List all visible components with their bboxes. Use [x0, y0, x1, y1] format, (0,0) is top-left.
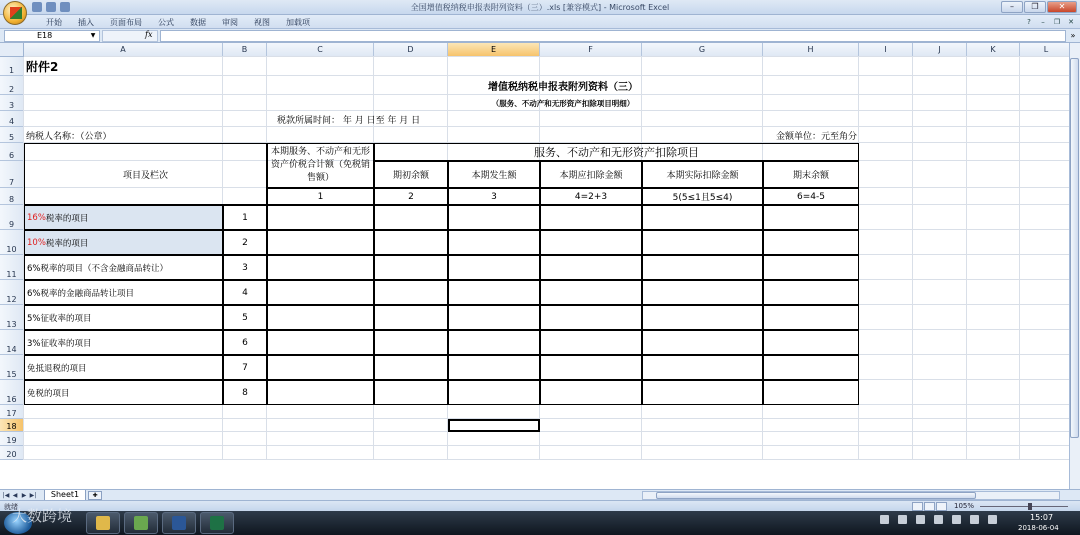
item-label-text: 免抵退税的项目 — [27, 363, 87, 374]
attachment-label-text: 附件2 — [26, 60, 59, 74]
table-row-value-cell[interactable] — [763, 380, 859, 405]
restore-button[interactable]: ❐ — [1024, 1, 1046, 13]
formula-col-6[interactable] — [763, 188, 859, 205]
table-row-value-cell[interactable] — [267, 330, 374, 355]
gridline — [24, 445, 1069, 446]
taskbar-app-media[interactable] — [124, 512, 158, 534]
table-row-value-cell[interactable] — [267, 255, 374, 280]
column-header-d[interactable]: D — [374, 43, 448, 57]
table-row-value-cell[interactable] — [267, 205, 374, 230]
table-row-line-number[interactable] — [223, 280, 267, 305]
formula-bar — [0, 29, 1080, 43]
column-header-c[interactable]: C — [267, 43, 374, 57]
table-row-value-cell[interactable] — [540, 280, 642, 305]
header-item-and-line-text: 项目及栏次 — [122, 170, 168, 181]
row-header-16[interactable]: 16 — [0, 380, 24, 405]
row-header-9[interactable]: 9 — [0, 205, 24, 230]
formula-col-3[interactable] — [448, 188, 540, 205]
horizontal-scroll-thumb[interactable] — [656, 492, 976, 499]
window-controls — [1001, 1, 1077, 13]
column-header-k[interactable]: K — [967, 43, 1020, 57]
tab-insert[interactable]: 插入 — [78, 18, 94, 27]
display-icon[interactable] — [988, 515, 997, 524]
table-row-value-cell[interactable] — [267, 280, 374, 305]
table-row-item[interactable] — [24, 280, 223, 305]
table-row-value-cell[interactable] — [374, 305, 448, 330]
table-row-value-cell[interactable] — [374, 230, 448, 255]
gridline — [1019, 57, 1020, 460]
header-item-and-line[interactable] — [24, 143, 267, 205]
table-row-value-cell[interactable] — [540, 305, 642, 330]
row-header-15[interactable]: 15 — [0, 355, 24, 380]
close-button[interactable]: ✕ — [1047, 1, 1077, 13]
tab-review[interactable]: 审阅 — [222, 18, 238, 27]
table-row-line-number-text: 5 — [242, 312, 248, 323]
sheet-nav — [2, 491, 37, 500]
header-closing-balance-text: 期末余额 — [792, 171, 829, 181]
formula-col-1[interactable] — [267, 188, 374, 205]
formula-col-4[interactable] — [540, 188, 642, 205]
rate-highlight-text: 10% — [27, 237, 46, 248]
header-total-amount[interactable] — [267, 143, 374, 188]
row-header-5[interactable]: 5 — [0, 127, 24, 143]
column-header-l[interactable]: L — [1020, 43, 1069, 57]
row-header-18[interactable]: 18 — [0, 419, 24, 432]
header-current-amount[interactable] — [448, 161, 540, 188]
table-row-line-number[interactable] — [223, 330, 267, 355]
row-header-17[interactable]: 17 — [0, 405, 24, 419]
sheet-subtitle-text: （服务、不动产和无形资产扣除项目明细） — [491, 98, 635, 108]
table-row-item[interactable] — [24, 355, 223, 380]
sheet-subtitle[interactable] — [267, 95, 859, 111]
item-label-text: 6%税率的项目（不含金融商品转让） — [27, 263, 168, 274]
row-header-20[interactable]: 20 — [0, 446, 24, 460]
status-bar — [0, 500, 1080, 511]
system-tray — [880, 515, 997, 524]
table-row-value-cell[interactable] — [642, 355, 763, 380]
column-header-b[interactable]: B — [223, 43, 267, 57]
table-row-value-cell[interactable] — [642, 330, 763, 355]
window-title: 全国增值税纳税申报表附列资料（三）.xls [兼容模式] - Microsoft Excel — [410, 3, 670, 12]
rate-highlight-text: 16% — [27, 212, 46, 223]
row-header-3[interactable]: 3 — [0, 95, 24, 111]
row-header-10[interactable]: 10 — [0, 230, 24, 255]
formula-col-4-text: 4=2+3 — [574, 191, 608, 202]
folder-icon — [96, 516, 110, 530]
clock-date[interactable]: 2018-06-04 — [1018, 524, 1059, 532]
table-row-value-cell[interactable] — [540, 205, 642, 230]
row-header-11[interactable]: 11 — [0, 255, 24, 280]
tab-data[interactable]: 数据 — [190, 18, 206, 27]
selected-cell-e18[interactable] — [448, 419, 540, 432]
ribbon-tabs — [0, 15, 1080, 29]
table-row-value-cell[interactable] — [267, 355, 374, 380]
chevron-down-icon[interactable]: ▼ — [90, 32, 96, 39]
table-row-line-number-text: 4 — [242, 287, 248, 298]
last-sheet-icon[interactable]: ▶| — [29, 492, 37, 499]
header-opening-balance-text: 期初余额 — [392, 171, 429, 181]
header-total-amount-text: 本期服务、不动产和无形资产价税合计额（免税销售额） — [270, 147, 370, 183]
item-label-text: 5%征收率的项目 — [27, 313, 92, 324]
row-header-12[interactable]: 12 — [0, 280, 24, 305]
taskbar-app-word[interactable] — [162, 512, 196, 534]
item-label-text: 6%税率的金融商品转让项目 — [27, 288, 134, 299]
column-header-a[interactable]: A — [24, 43, 223, 57]
header-actual-deduction-text: 本期实际扣除金额 — [666, 171, 739, 181]
sheet-tab-sheet1[interactable]: Sheet1 — [44, 490, 86, 501]
table-row-value-cell[interactable] — [642, 380, 763, 405]
table-row-value-cell[interactable] — [540, 355, 642, 380]
column-header-e[interactable]: E — [448, 43, 540, 57]
table-row-value-cell[interactable] — [374, 205, 448, 230]
header-deduction-group[interactable] — [374, 143, 859, 161]
next-sheet-icon[interactable]: ▶ — [21, 492, 27, 499]
table-row-value-cell[interactable] — [448, 280, 540, 305]
clock-time[interactable]: 15:07 — [1030, 513, 1054, 522]
flag-icon[interactable] — [970, 515, 979, 524]
row-header-2[interactable]: 2 — [0, 76, 24, 95]
table-row-line-number-text: 8 — [242, 387, 248, 398]
help-icon[interactable]: ? — [1027, 18, 1031, 26]
table-row-value-cell[interactable] — [448, 205, 540, 230]
workbook-minimize-icon[interactable]: – — [1041, 18, 1045, 26]
table-row-item[interactable] — [24, 205, 223, 230]
normal-view-icon[interactable] — [912, 502, 923, 511]
tab-formulas[interactable]: 公式 — [158, 18, 174, 27]
zoom-level[interactable]: 105% — [954, 502, 975, 510]
attachment-label[interactable] — [24, 57, 223, 76]
column-header-g[interactable]: G — [642, 43, 763, 57]
header-closing-balance[interactable] — [763, 161, 859, 188]
column-header-h[interactable]: H — [763, 43, 859, 57]
table-row-value-cell[interactable] — [642, 205, 763, 230]
table-row-item[interactable] — [24, 305, 223, 330]
table-row-value-cell[interactable] — [540, 380, 642, 405]
volume-icon[interactable] — [952, 515, 961, 524]
table-row-value-cell[interactable] — [374, 355, 448, 380]
minimize-button[interactable]: – — [1001, 1, 1023, 13]
spreadsheet-grid[interactable] — [0, 43, 1069, 489]
table-row-value-cell[interactable] — [763, 205, 859, 230]
table-row-line-number-text: 1 — [242, 212, 248, 223]
workbook-restore-icon[interactable]: ❐ — [1053, 18, 1061, 26]
table-row-value-cell[interactable] — [540, 255, 642, 280]
amount-unit-label-text: 金额单位：元至角分 — [775, 131, 857, 142]
header-deductible-amount-text: 本期应扣除金额 — [559, 171, 623, 181]
header-opening-balance[interactable] — [374, 161, 448, 188]
table-row-value-cell[interactable] — [448, 380, 540, 405]
table-row-value-cell[interactable] — [448, 355, 540, 380]
workbook-controls — [1023, 17, 1077, 27]
table-row-value-cell[interactable] — [374, 280, 448, 305]
table-row-value-cell[interactable] — [374, 255, 448, 280]
row-header-6[interactable]: 6 — [0, 143, 24, 161]
gridline — [24, 459, 1069, 460]
amount-unit-label[interactable] — [642, 127, 859, 143]
gridline — [24, 418, 1069, 419]
table-row-line-number[interactable] — [223, 355, 267, 380]
taskbar-app-explorer[interactable] — [86, 512, 120, 534]
row-header-19[interactable]: 19 — [0, 432, 24, 446]
tab-addins[interactable]: 加载项 — [286, 18, 310, 27]
formula-input[interactable] — [160, 30, 1066, 42]
table-row-line-number-text: 6 — [242, 337, 248, 348]
item-label-text: 税率的项目 — [45, 238, 89, 249]
formula-col-1-text: 1 — [317, 191, 324, 202]
arrow-up-icon[interactable] — [916, 515, 925, 524]
tax-period[interactable] — [267, 111, 859, 127]
table-row-value-cell[interactable] — [763, 230, 859, 255]
item-label-text: 免税的项目 — [27, 388, 70, 399]
formula-col-2-text: 2 — [408, 191, 414, 202]
first-sheet-icon[interactable]: |◀ — [2, 492, 10, 499]
formula-col-5-text: 5(5≤1且5≤4) — [672, 193, 733, 203]
item-label-text: 税率的项目 — [45, 213, 89, 224]
tab-home[interactable]: 开始 — [46, 18, 62, 27]
expand-formula-icon[interactable]: » — [1070, 31, 1076, 40]
table-row-item[interactable] — [24, 380, 223, 405]
prev-sheet-icon[interactable]: ◀ — [12, 492, 18, 499]
table-row-line-number[interactable] — [223, 205, 267, 230]
table-row-value-cell[interactable] — [763, 255, 859, 280]
table-row-value-cell[interactable] — [540, 330, 642, 355]
table-row-value-cell[interactable] — [642, 230, 763, 255]
table-row-item[interactable] — [24, 330, 223, 355]
table-row-value-cell[interactable] — [642, 305, 763, 330]
zoom-slider[interactable] — [980, 506, 1068, 507]
sheet-tabs-bar — [0, 489, 1080, 500]
table-row-line-number[interactable] — [223, 255, 267, 280]
table-row-value-cell[interactable] — [374, 330, 448, 355]
gridline — [912, 57, 913, 460]
name-box[interactable]: E18 — [4, 30, 100, 42]
formula-col-2[interactable] — [374, 188, 448, 205]
table-row-line-number-text: 3 — [242, 262, 248, 273]
view-buttons — [912, 502, 947, 511]
table-row-value-cell[interactable] — [763, 280, 859, 305]
row-header-7[interactable]: 7 — [0, 161, 24, 188]
workbook-close-icon[interactable]: ✕ — [1068, 18, 1074, 26]
sheet-title[interactable] — [267, 76, 859, 95]
header-deductible-amount[interactable] — [540, 161, 642, 188]
row-header-14[interactable]: 14 — [0, 330, 24, 355]
title-bar — [0, 0, 1080, 15]
taxpayer-name-label-text: 纳税人名称：（公章） — [26, 131, 112, 142]
select-all-corner[interactable] — [0, 43, 24, 57]
row-header-1[interactable]: 1 — [0, 57, 24, 76]
vertical-scroll-thumb[interactable] — [1070, 58, 1079, 438]
row-header-4[interactable]: 4 — [0, 111, 24, 127]
column-header-j[interactable]: J — [913, 43, 967, 57]
table-row-line-number-text: 2 — [242, 237, 248, 248]
table-row-value-cell[interactable] — [642, 280, 763, 305]
office-logo-icon — [10, 7, 22, 19]
tab-view[interactable]: 视图 — [254, 18, 270, 27]
taxpayer-name-label[interactable] — [24, 127, 374, 143]
table-row-value-cell[interactable] — [642, 255, 763, 280]
header-actual-deduction[interactable] — [642, 161, 763, 188]
item-label-text: 3%征收率的项目 — [27, 338, 92, 349]
formula-col-6-text: 6=4-5 — [797, 191, 825, 202]
insert-sheet-icon[interactable]: ✚ — [88, 491, 102, 500]
table-row-value-cell[interactable] — [267, 380, 374, 405]
word-icon — [172, 516, 186, 530]
office-button[interactable] — [3, 1, 27, 25]
table-row-item[interactable] — [24, 255, 223, 280]
formula-col-3-text: 3 — [491, 191, 497, 202]
table-row-value-cell[interactable] — [448, 230, 540, 255]
table-row-value-cell[interactable] — [448, 330, 540, 355]
tab-page-layout[interactable]: 页面布局 — [110, 18, 142, 27]
network-icon[interactable] — [934, 515, 943, 524]
status-text: 就绪 — [4, 503, 18, 511]
column-header-i[interactable]: I — [859, 43, 913, 57]
zoom-slider-handle[interactable] — [1028, 503, 1032, 510]
table-row-value-cell[interactable] — [374, 380, 448, 405]
table-row-value-cell[interactable] — [763, 355, 859, 380]
row-header-13[interactable]: 13 — [0, 305, 24, 330]
page-break-view-icon[interactable] — [936, 502, 947, 511]
table-row-value-cell[interactable] — [267, 230, 374, 255]
taskbar-app-excel[interactable] — [200, 512, 234, 534]
table-row-value-cell[interactable] — [448, 255, 540, 280]
header-current-amount-text: 本期发生额 — [471, 171, 517, 181]
table-row-value-cell[interactable] — [540, 230, 642, 255]
insert-function-icon[interactable]: fx — [145, 30, 153, 39]
excel-icon — [210, 516, 224, 530]
watermark-text: 大数跨境 — [12, 507, 73, 525]
media-icon — [134, 516, 148, 530]
table-row-line-number[interactable] — [223, 380, 267, 405]
table-row-value-cell[interactable] — [267, 305, 374, 330]
table-row-value-cell[interactable] — [763, 305, 859, 330]
gridline — [966, 57, 967, 460]
battery-icon[interactable] — [898, 515, 907, 524]
table-row-item[interactable] — [24, 230, 223, 255]
formula-col-5[interactable] — [642, 188, 763, 205]
menu-list — [38, 17, 318, 28]
table-row-line-number[interactable] — [223, 230, 267, 255]
keyboard-icon[interactable] — [880, 515, 889, 524]
table-row-line-number[interactable] — [223, 305, 267, 330]
table-row-value-cell[interactable] — [763, 330, 859, 355]
sheet-title-text: 增值税纳税申报表附列资料（三） — [488, 82, 638, 93]
tax-period-text: 税款所属时间： 年 月 日至 年 月 日 — [277, 115, 421, 126]
column-header-f[interactable]: F — [540, 43, 642, 57]
header-deduction-group-text: 服务、不动产和无形资产扣除项目 — [534, 146, 699, 159]
taskbar — [0, 511, 1080, 535]
table-row-line-number-text: 7 — [242, 362, 248, 373]
table-row-value-cell[interactable] — [448, 305, 540, 330]
row-header-8[interactable]: 8 — [0, 188, 24, 205]
page-layout-view-icon[interactable] — [924, 502, 935, 511]
gridline — [24, 431, 1069, 432]
